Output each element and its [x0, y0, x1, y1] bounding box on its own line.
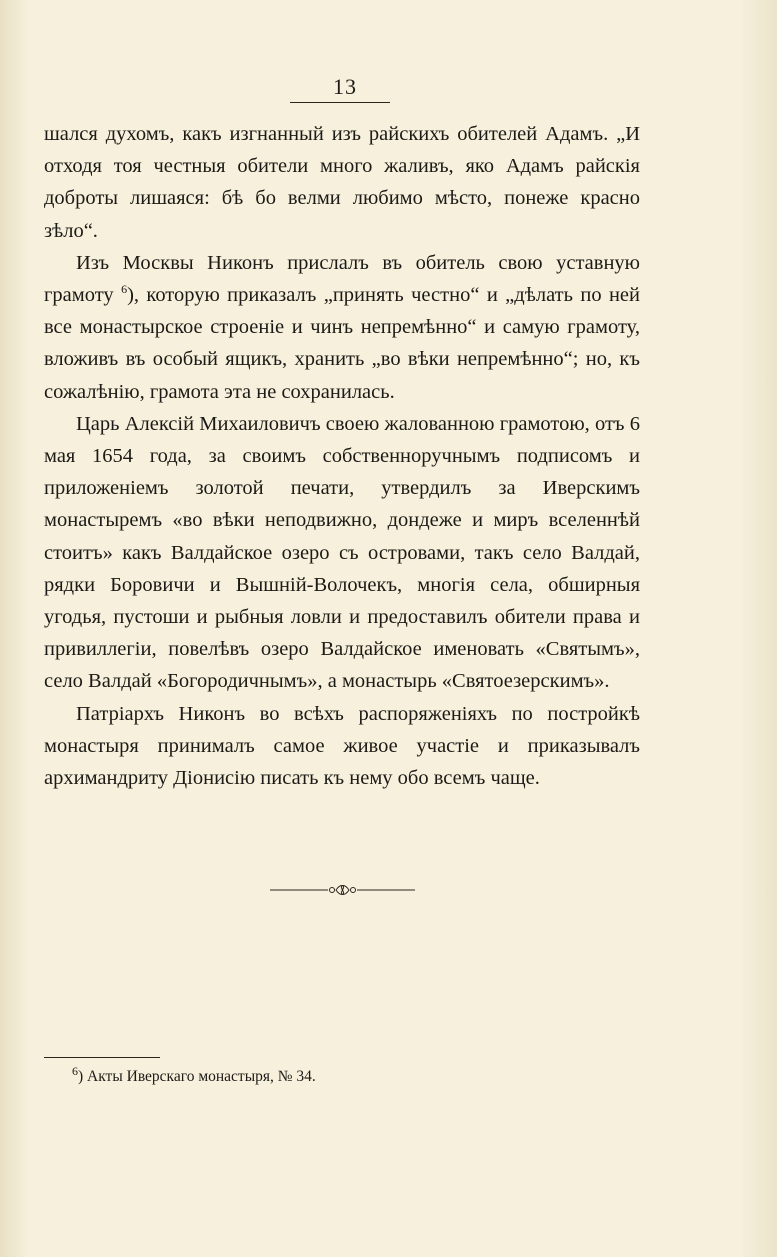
- paragraph-4: Патріархъ Никонъ во всѣхъ распоряженіяхъ по постройкѣ монастыря принималъ самое живое участіе и приказывалъ архимандриту Діонисію писать къ нему обо всемъ чаще.: [44, 702, 640, 790]
- footnote-reference[interactable]: 6: [121, 282, 128, 297]
- section-ornament-icon: [270, 880, 415, 900]
- header-rule: [290, 102, 390, 103]
- footnote-text: ) Акты Иверскаго монастыря, № 34.: [78, 1068, 316, 1085]
- paragraph-3: Царь Алексій Михаиловичъ своею жалованною грамотою, отъ 6 мая 1654 года, за своимъ собственноручнымъ подписомъ и приложеніемъ золотой печати, утвердилъ за Иверскимъ монастыремъ «во вѣки неподвижно, дондеже и миръ вселеннѣй стоитъ» какъ Валдайское озеро съ островами, такъ село Валдай, рядки Боровичи и Вышній-Волочекъ, многія села, обширныя угодья, пустоши и рыбныя ловли и предоставилъ обители права и привиллегіи, повелѣвъ озеро Валдайское именовать «Святымъ», село Валдай «Богородичнымъ», а монастырь «Святоезерскимъ».: [44, 412, 640, 693]
- paragraph-2-start: Изъ Москвы Никонъ прислалъ въ обитель свою уставную грамоту: [44, 251, 640, 307]
- footnote-rule: [44, 1057, 160, 1058]
- paragraph-2-rest: ), которую приказалъ „принять честно“ и „дѣлать по ней все монастырское строеніе и чинъ непремѣнно“ и самую грамоту, вложивъ въ особый ящикъ, хранить „во вѣки непремѣнно“; но, къ сожалѣнію, грамота эта не сохранилась.: [44, 284, 641, 403]
- body-text: [44, 118, 640, 794]
- paragraph-2: [44, 247, 640, 408]
- paragraph-1: шался духомъ, какъ изгнанный изъ райскихъ обителей Адамъ. „И отходя тоя честныя обители много жаливъ, яко Адамъ райскія доброты лишаяся: бѣ бо велми любимо мѣсто, понеже красно зѣло“.: [44, 123, 640, 242]
- page-number: 13: [333, 74, 357, 99]
- footnote-number: 6: [72, 1063, 78, 1078]
- footnote: [72, 1063, 632, 1086]
